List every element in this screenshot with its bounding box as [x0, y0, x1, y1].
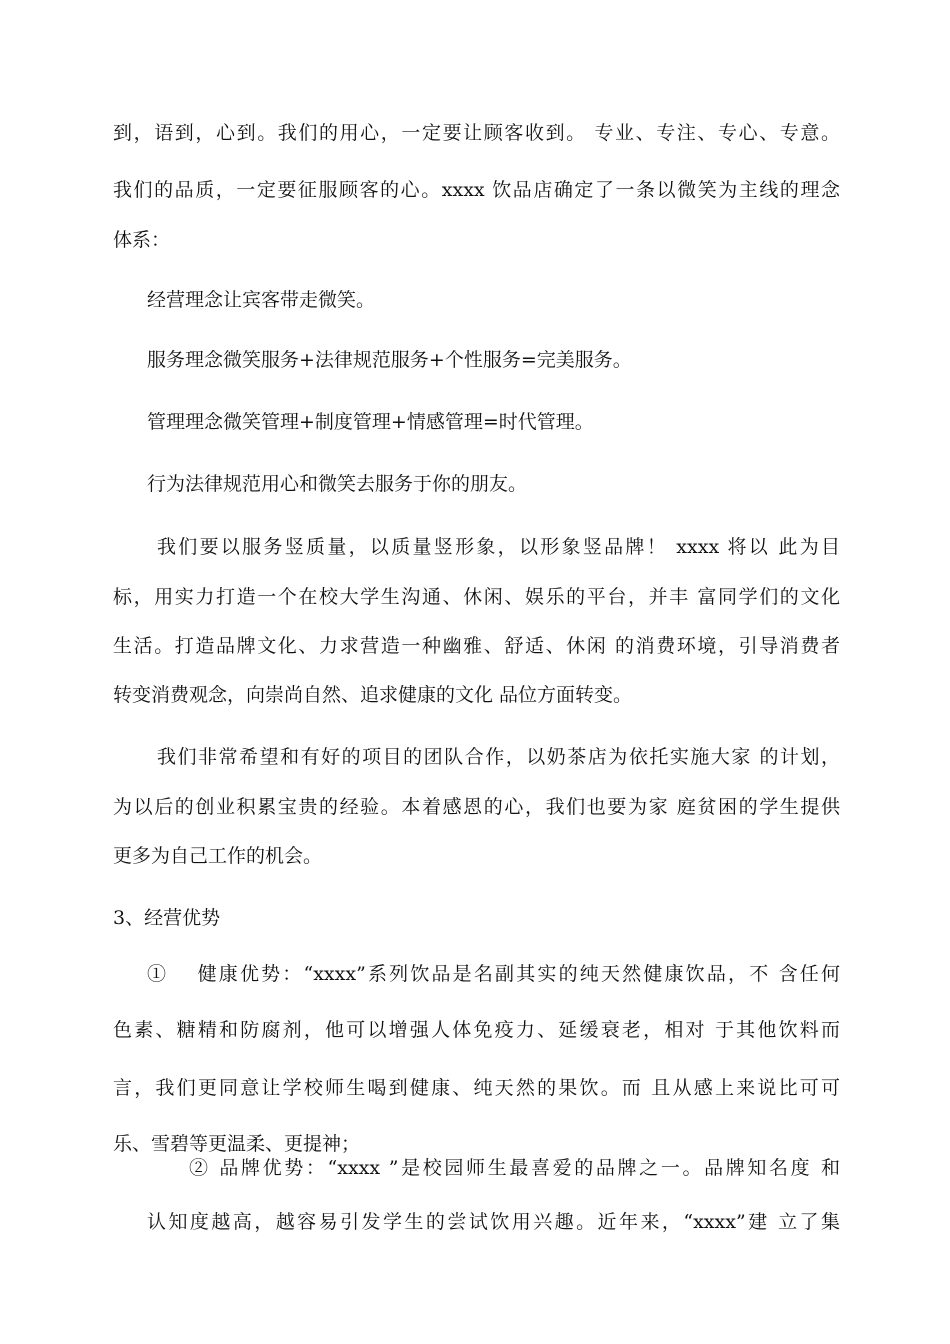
text-line: 生活。打造品牌文化、力求营造一种幽雅、舒适、休闲 的消费环境，引导消费者: [113, 635, 840, 657]
section-heading: 3、经营优势: [113, 907, 221, 929]
text-line: 认知度越高，越容易引发学生的尝试饮用兴趣。近年来，“xxxx”建 立了集: [147, 1211, 840, 1233]
text-line: 为以后的创业积累宝贵的经验。本着感恩的心，我们也要为家 庭贫困的学生提供: [113, 796, 840, 818]
text-line: 行为法律规范用心和微笑去服务于你的朋友。: [147, 473, 528, 495]
text-line: 我们的品质，一定要征服顾客的心。xxxx 饮品店确定了一条以微笑为主线的理念: [113, 179, 840, 201]
text-line: ② 品牌优势：“xxxx ”是校园师生最喜爱的品牌之一。品牌知名度 和: [189, 1157, 840, 1179]
text-line: 言，我们更同意让学校师生喝到健康、纯天然的果饮。而 且从感上来说比可可: [113, 1077, 840, 1099]
text-line: ① 健康优势：“xxxx”系列饮品是名副其实的纯天然健康饮品，不 含任何: [147, 963, 840, 985]
text-line: 更多为自己工作的机会。: [113, 845, 323, 867]
text-line: 色素、糖精和防腐剂，他可以增强人体免疫力、延缓衰老，相对 于其他饮料而: [113, 1019, 840, 1041]
text-line: 管理理念微笑管理+制度管理+情感管理=时代管理。: [147, 411, 594, 433]
text-line: 我们要以服务竖质量，以质量竖形象，以形象竖品牌！ xxxx 将以 此为目: [157, 536, 840, 558]
text-line: 标，用实力打造一个在校大学生沟通、休闲、娱乐的平台，并丰 富同学们的文化: [113, 586, 840, 608]
text-line: 体系：: [113, 229, 171, 251]
text-line: 乐、雪碧等更温柔、更提神；: [113, 1133, 361, 1155]
text-line: 服务理念微笑服务+法律规范服务+个性服务=完美服务。: [147, 349, 632, 371]
text-line: 我们非常希望和有好的项目的团队合作，以奶茶店为依托实施大家 的计划，: [157, 746, 840, 768]
text-line: 转变消费观念，向崇尚自然、追求健康的文化 品位方面转变。: [113, 684, 633, 706]
text-line: 经营理念让宾客带走微笑。: [147, 289, 376, 311]
text-line: 到，语到，心到。我们的用心，一定要让顾客收到。 专业、专注、专心、专意。: [113, 122, 840, 144]
